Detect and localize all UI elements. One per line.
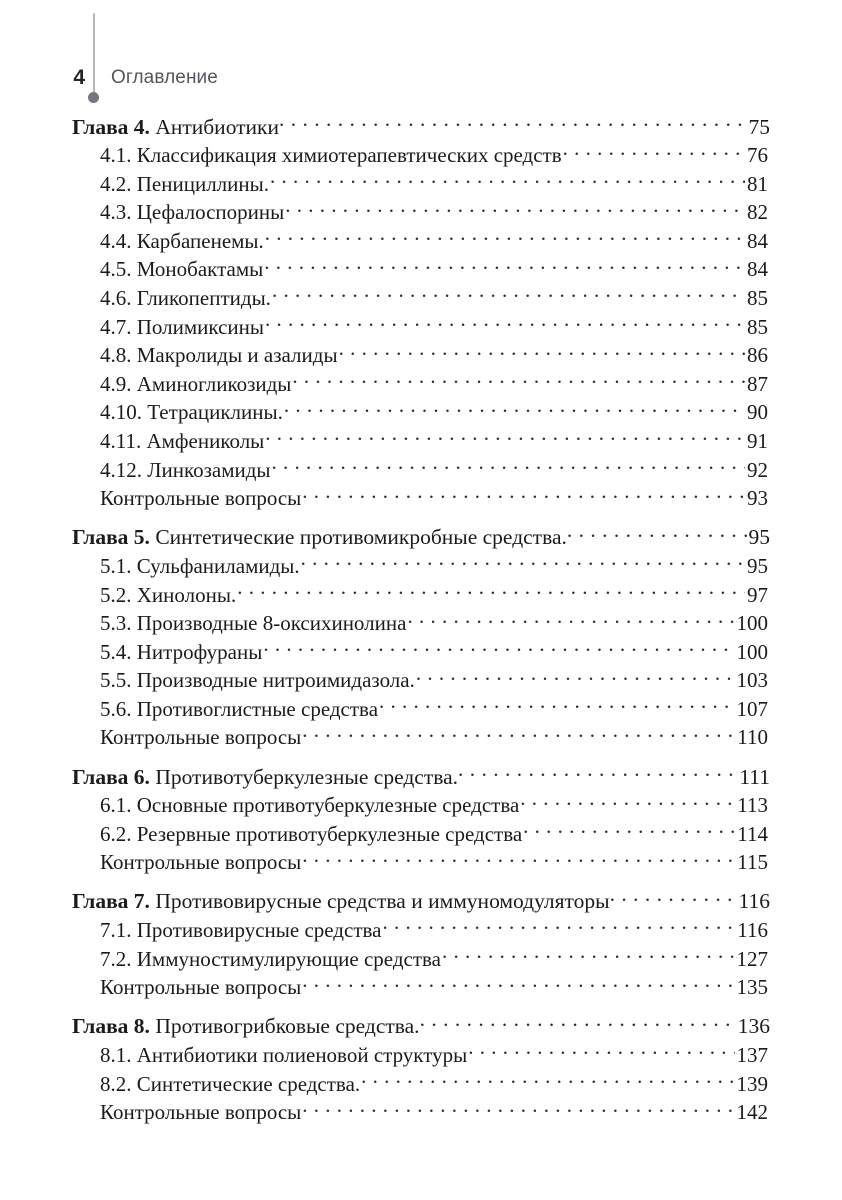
- leader-dots: [272, 284, 745, 305]
- toc-entry-page-number: 115: [737, 850, 768, 875]
- toc-section-row[interactable]: [100, 341, 768, 370]
- toc-section-row[interactable]: [100, 427, 768, 456]
- toc-entry-page-number: 103: [736, 668, 768, 693]
- toc-questions-row[interactable]: [100, 484, 768, 513]
- toc-entry-label: [72, 763, 458, 792]
- toc-entry-label: [100, 695, 378, 724]
- toc-entry-page-number: 81: [747, 171, 768, 196]
- toc-entry-page-number: 111: [739, 764, 770, 789]
- toc-entry-label: [100, 1041, 467, 1070]
- toc-entry-label: [100, 141, 562, 170]
- toc-entry-title: 4.7. Полимиксины: [100, 314, 264, 339]
- toc-section-row[interactable]: [100, 581, 768, 610]
- toc-section-row[interactable]: [100, 916, 768, 945]
- toc-entry-label: [100, 552, 300, 581]
- toc-entry-page-number: 136: [737, 1014, 770, 1039]
- toc-section-row[interactable]: [100, 456, 768, 485]
- toc-entry-title: 4.10. Тетрациклины.: [100, 400, 283, 425]
- toc-section-row[interactable]: [100, 170, 768, 199]
- toc-section-row[interactable]: [100, 255, 768, 284]
- toc-entry-label: [100, 427, 264, 456]
- toc-entry-page-number: 75: [748, 114, 770, 139]
- toc-entry-title: Контрольные вопросы: [100, 1100, 302, 1125]
- toc-entry-label: [100, 284, 271, 313]
- toc-entry-title: Противовирусные средства и иммуномодуляторы: [155, 889, 610, 914]
- toc-entry-label: [72, 1012, 420, 1041]
- toc-entry-label: [100, 484, 301, 513]
- header-vertical-rule: [93, 13, 95, 95]
- toc-entry-title: 7.2. Иммуностимулирующие средства: [100, 946, 441, 971]
- leader-dots: [468, 1041, 734, 1062]
- toc-entry-label: [100, 255, 263, 284]
- leader-dots: [264, 255, 745, 276]
- toc-entry-label: [100, 609, 406, 638]
- running-head: [0, 0, 842, 110]
- toc-entry-title: Контрольные вопросы: [100, 486, 302, 511]
- toc-entry-title: 5.1. Сульфаниламиды.: [100, 553, 300, 578]
- toc-entry-page-number: 82: [747, 200, 768, 225]
- toc-entry-page-number: 84: [747, 257, 768, 282]
- leader-dots: [382, 916, 735, 937]
- toc-entry-label: [100, 198, 284, 227]
- toc-entry-title: 4.9. Аминогликозиды: [100, 371, 292, 396]
- toc-chapter-row[interactable]: [72, 762, 770, 791]
- toc-entry-label: [100, 638, 262, 667]
- toc-chapter-row[interactable]: [72, 112, 770, 141]
- toc-entry-title: 4.8. Макролиды и азалиды: [100, 343, 338, 368]
- toc-entry-label: [100, 227, 264, 256]
- toc-entry-label: [100, 1070, 360, 1099]
- toc-chapter-prefix: Глава 8.: [72, 1014, 150, 1039]
- toc-entry-page-number: 95: [748, 525, 770, 550]
- toc-chapter-row[interactable]: [72, 1012, 770, 1041]
- leader-dots: [361, 1070, 734, 1091]
- toc-entry-page-number: 76: [747, 143, 768, 168]
- toc-chapter-prefix: Глава 5.: [72, 525, 150, 550]
- toc-questions-row[interactable]: [100, 723, 768, 752]
- toc-entry-page-number: 116: [737, 918, 768, 943]
- toc-entry-title: 4.2. Пенициллины.: [100, 171, 269, 196]
- leader-dots: [265, 313, 745, 334]
- toc-section-row[interactable]: [100, 666, 768, 695]
- toc-entry-title: 6.1. Основные противотуберкулезные средства: [100, 793, 520, 818]
- toc-chapter-prefix: Глава 4.: [72, 114, 150, 139]
- leader-dots: [339, 341, 745, 362]
- toc-entry-title: Противотуберкулезные средства.: [155, 764, 459, 789]
- toc-entry-page-number: 87: [747, 371, 768, 396]
- toc-entry-title: 4.5. Монобактамы: [100, 257, 264, 282]
- toc-section-row[interactable]: [100, 198, 768, 227]
- leader-dots: [263, 638, 734, 659]
- toc-section-row[interactable]: [100, 552, 768, 581]
- toc-entry-title: 5.2. Хинолоны.: [100, 582, 237, 607]
- toc-entry-page-number: 114: [737, 821, 768, 846]
- toc-entry-title: 4.11. Амфениколы: [100, 429, 265, 454]
- leader-dots: [301, 552, 745, 573]
- toc-entry-label: [100, 398, 283, 427]
- leader-dots: [563, 141, 745, 162]
- toc-entry-title: 4.4. Карбапенемы.: [100, 228, 264, 253]
- toc-entry-label: [72, 523, 567, 552]
- leader-dots: [442, 945, 735, 966]
- toc-entry-label: [100, 945, 441, 974]
- toc-section-row[interactable]: [100, 945, 768, 974]
- toc-section-row[interactable]: [100, 791, 768, 820]
- toc-chapter-row[interactable]: [72, 523, 770, 552]
- toc-entry-label: [100, 456, 271, 485]
- toc-entry-page-number: 91: [747, 429, 768, 454]
- toc-entry-label: [72, 113, 279, 142]
- toc-entry-title: Синтетические противомикробные средства.: [155, 525, 567, 550]
- toc-entry-page-number: 107: [736, 696, 768, 721]
- leader-dots: [265, 427, 745, 448]
- toc-entry-title: Контрольные вопросы: [100, 850, 302, 875]
- toc-entry-title: Контрольные вопросы: [100, 975, 302, 1000]
- leader-dots: [265, 227, 745, 248]
- leader-dots: [284, 398, 745, 419]
- toc-entry-title: 4.12. Линкозамиды: [100, 457, 271, 482]
- toc-entry-title: Контрольные вопросы: [100, 725, 302, 750]
- toc-section-row[interactable]: [100, 609, 768, 638]
- toc-entry-page-number: 139: [736, 1071, 768, 1096]
- toc-entry-title: 4.6. Гликопептиды.: [100, 286, 271, 311]
- toc-entry-label: [100, 916, 381, 945]
- toc-entry-title: 4.1. Классификация химиотерапевтических средств: [100, 143, 562, 168]
- toc-entry-page-number: 90: [747, 400, 768, 425]
- toc-section-row[interactable]: [100, 638, 768, 667]
- toc-chapter-prefix: Глава 7.: [72, 889, 150, 914]
- toc-entry-title: 5.5. Производные нитроимидазола.: [100, 668, 415, 693]
- leader-dots: [285, 198, 745, 219]
- toc-entry-page-number: 100: [736, 611, 768, 636]
- toc-entry-page-number: 95: [747, 553, 768, 578]
- toc-entry-page-number: 100: [736, 639, 768, 664]
- header-dot-marker: [88, 92, 99, 103]
- toc-entry-label: [100, 791, 519, 820]
- toc-entry-title: 5.6. Противоглистные средства: [100, 696, 379, 721]
- leader-dots: [292, 370, 745, 391]
- toc-questions-row[interactable]: [100, 973, 768, 1002]
- page-number: 4: [73, 66, 85, 89]
- toc-entry-page-number: 84: [747, 228, 768, 253]
- toc-entry-title: 5.3. Производные 8-оксихинолина: [100, 611, 407, 636]
- toc-entry-label: [72, 887, 610, 916]
- toc-section-row[interactable]: [100, 695, 768, 724]
- leader-dots: [302, 1098, 734, 1119]
- leader-dots: [459, 762, 738, 784]
- toc-entry-label: [100, 973, 301, 1002]
- toc-entry-title: 4.3. Цефалоспорины: [100, 200, 285, 225]
- leader-dots: [523, 820, 735, 841]
- toc-entry-label: [100, 341, 338, 370]
- toc-entry-title: Противогрибковые средства.: [155, 1014, 420, 1039]
- leader-dots: [379, 695, 734, 716]
- toc-entry-title: Антибиотики: [155, 114, 280, 139]
- toc-entry-label: [100, 370, 291, 399]
- leader-dots: [520, 791, 735, 812]
- leader-dots: [416, 666, 735, 687]
- toc-entry-page-number: 137: [736, 1042, 768, 1067]
- toc-section-row[interactable]: [100, 398, 768, 427]
- toc-entry-page-number: 135: [736, 975, 768, 1000]
- toc-entry-page-number: 92: [747, 457, 768, 482]
- toc-entry-label: [100, 723, 301, 752]
- toc-entry-title: 8.2. Синтетические средства.: [100, 1071, 361, 1096]
- leader-dots: [270, 170, 745, 191]
- toc-entry-title: 6.2. Резервные противотуберкулезные средства: [100, 821, 523, 846]
- toc-entry-page-number: 86: [747, 343, 768, 368]
- leader-dots: [302, 484, 745, 505]
- toc-chapter-row[interactable]: [72, 887, 770, 916]
- toc-questions-row[interactable]: [100, 848, 768, 877]
- toc-section-row[interactable]: [100, 227, 768, 256]
- toc-chapter-prefix: Глава 6.: [72, 764, 150, 789]
- toc-entry-page-number: 110: [737, 725, 768, 750]
- toc-entry-page-number: 85: [747, 314, 768, 339]
- toc-entry-page-number: 113: [737, 793, 768, 818]
- toc-entry-label: [100, 666, 415, 695]
- leader-dots: [611, 887, 738, 909]
- toc-entry-page-number: 97: [747, 582, 768, 607]
- leader-dots: [237, 581, 745, 602]
- toc-entry-page-number: 116: [738, 889, 770, 914]
- toc-section-row[interactable]: [100, 370, 768, 399]
- toc-entry-label: [100, 1098, 301, 1127]
- toc-section-row[interactable]: [100, 1070, 768, 1099]
- toc-entry-title: 8.1. Антибиотики полиеновой структуры: [100, 1042, 468, 1067]
- leader-dots: [421, 1012, 737, 1034]
- toc-section-row[interactable]: [100, 141, 768, 170]
- leader-dots: [302, 723, 735, 744]
- toc-questions-row[interactable]: [100, 1098, 768, 1127]
- page-title: Оглавление: [111, 67, 218, 88]
- leader-dots: [568, 523, 748, 545]
- toc-entry-page-number: 127: [736, 946, 768, 971]
- toc-section-row[interactable]: [100, 284, 768, 313]
- leader-dots: [272, 456, 745, 477]
- leader-dots: [302, 848, 735, 869]
- toc-entry-page-number: 85: [747, 286, 768, 311]
- toc-entry-label: [100, 313, 264, 342]
- toc-entry-page-number: 93: [747, 486, 768, 511]
- toc-entry-label: [100, 581, 236, 610]
- toc-entry-page-number: 142: [736, 1100, 768, 1125]
- leader-dots: [280, 112, 747, 134]
- toc-entry-title: 7.1. Противовирусные средства: [100, 918, 382, 943]
- leader-dots: [302, 973, 734, 994]
- toc-entry-label: [100, 848, 301, 877]
- toc-section-row[interactable]: [100, 1041, 768, 1070]
- leader-dots: [407, 609, 734, 630]
- toc-entry-title: 5.4. Нитрофураны: [100, 639, 263, 664]
- toc-section-row[interactable]: [100, 313, 768, 342]
- toc-section-row[interactable]: [100, 820, 768, 849]
- toc-entry-label: [100, 170, 269, 199]
- toc-entry-label: [100, 820, 522, 849]
- table-of-contents: [72, 112, 770, 1127]
